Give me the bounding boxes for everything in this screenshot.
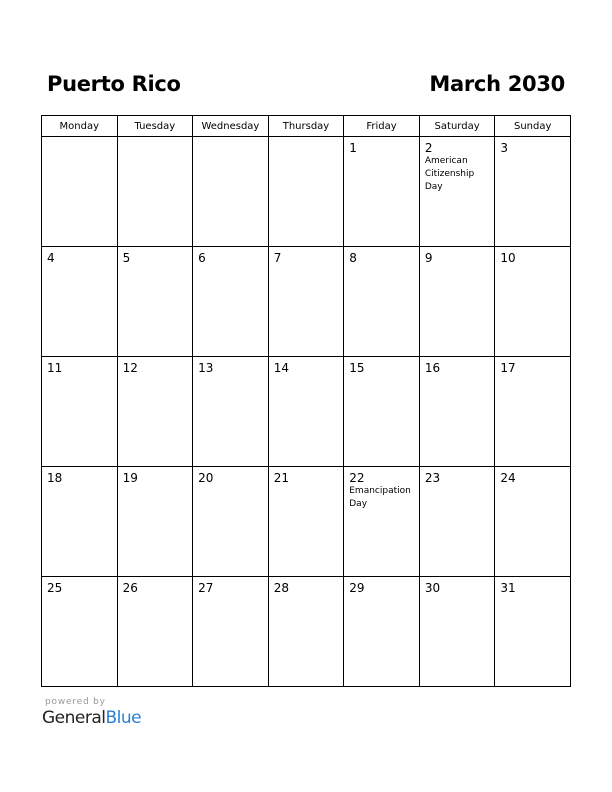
day-number: 27 [198, 581, 214, 595]
day-number [193, 137, 268, 141]
weekday-monday: Monday [42, 116, 118, 137]
day-number: 20 [198, 471, 214, 485]
day-number: 4 [47, 251, 55, 265]
day-cell [268, 247, 344, 357]
brand-blue-text: Blue [105, 708, 142, 728]
weekday-thursday: Thursday [268, 116, 344, 137]
day-number [42, 137, 117, 141]
day-cell [419, 577, 495, 687]
day-cell [495, 577, 571, 687]
weekday-tuesday: Tuesday [117, 116, 193, 137]
weekday-header-row [42, 116, 571, 137]
day-number [269, 137, 344, 141]
day-number: 26 [122, 581, 138, 595]
week-row-1 [42, 137, 571, 247]
day-cell [344, 247, 420, 357]
day-cell [344, 357, 420, 467]
day-number: 25 [47, 581, 63, 595]
generalblue-logo[interactable] [42, 708, 141, 728]
day-cell [193, 137, 269, 247]
day-number: 5 [122, 251, 131, 265]
region-title: Puerto Rico [47, 72, 181, 96]
day-cell [268, 577, 344, 687]
week-row-5 [42, 577, 571, 687]
day-number: 6 [198, 251, 206, 265]
day-number: 10 [500, 251, 516, 265]
day-cell [42, 247, 118, 357]
powered-by-label: powered by [45, 697, 106, 707]
day-cell [344, 137, 420, 247]
day-number: 12 [122, 361, 138, 375]
weekday-sunday: Sunday [495, 116, 571, 137]
day-number: 17 [500, 361, 516, 375]
day-cell [193, 577, 269, 687]
brand-general-text: General [42, 708, 106, 728]
day-number: 1 [349, 141, 357, 155]
day-cell [42, 467, 118, 577]
day-number: 29 [349, 581, 365, 595]
holiday-label: Emancipation Day [349, 486, 411, 509]
day-cell [419, 137, 495, 247]
day-number: 18 [47, 471, 63, 485]
day-cell [495, 467, 571, 577]
day-number: 3 [500, 141, 509, 155]
day-cell [117, 137, 193, 247]
day-cell [117, 467, 193, 577]
day-number: 15 [349, 361, 365, 375]
weekday-wednesday: Wednesday [193, 116, 269, 137]
calendar-grid [41, 115, 571, 687]
day-cell [344, 467, 420, 577]
day-number: 24 [500, 471, 516, 485]
day-number: 21 [273, 471, 289, 485]
day-cell [419, 357, 495, 467]
day-number: 28 [273, 581, 289, 595]
day-number: 2 [424, 141, 433, 155]
day-cell [117, 357, 193, 467]
day-number: 31 [500, 581, 516, 595]
day-number: 19 [122, 471, 138, 485]
holiday-label: American Citizenship Day [424, 156, 475, 192]
day-number: 16 [424, 361, 441, 375]
day-number: 7 [273, 251, 282, 265]
week-row-4 [42, 467, 571, 577]
day-number [118, 137, 193, 141]
day-number: 22 [349, 471, 365, 485]
day-cell [419, 467, 495, 577]
day-cell [495, 137, 571, 247]
week-row-2 [42, 247, 571, 357]
month-year-title: March 2030 [429, 72, 565, 96]
day-cell [42, 577, 118, 687]
weekday-friday: Friday [344, 116, 420, 137]
day-cell [419, 247, 495, 357]
day-number: 9 [424, 251, 433, 265]
day-cell [268, 357, 344, 467]
weekday-saturday: Saturday [419, 116, 495, 137]
day-cell [268, 467, 344, 577]
day-cell [117, 577, 193, 687]
day-number: 14 [273, 361, 289, 375]
day-cell [193, 467, 269, 577]
day-cell [268, 137, 344, 247]
day-number: 8 [349, 251, 357, 265]
day-cell [117, 247, 193, 357]
day-cell [42, 357, 118, 467]
day-cell [193, 247, 269, 357]
day-cell [495, 247, 571, 357]
day-cell [344, 577, 420, 687]
day-number: 23 [424, 471, 441, 485]
day-number: 11 [47, 361, 63, 375]
day-cell [495, 357, 571, 467]
day-number: 13 [198, 361, 214, 375]
day-cell [42, 137, 118, 247]
day-cell [193, 357, 269, 467]
week-row-3 [42, 357, 571, 467]
day-number: 30 [424, 581, 441, 595]
